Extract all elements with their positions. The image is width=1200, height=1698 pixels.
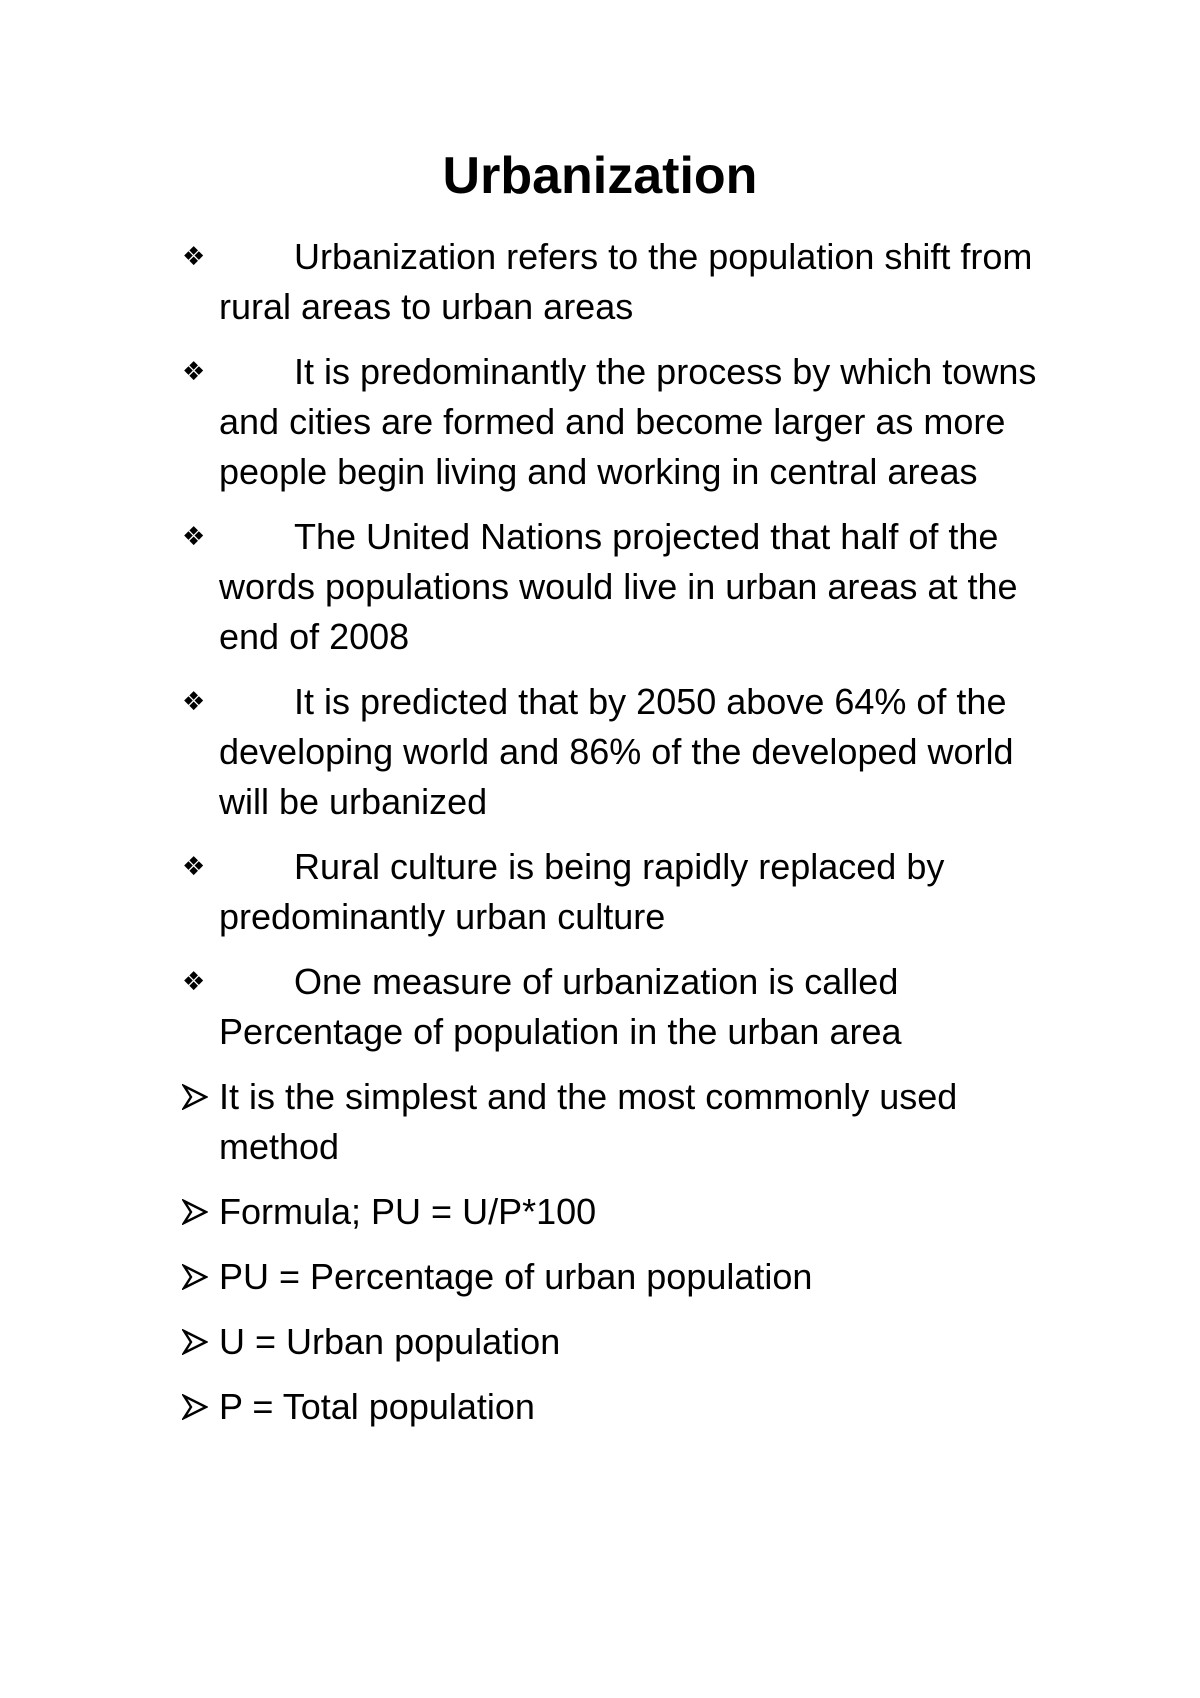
list-item-text: Formula; PU = U/P*100 xyxy=(219,1191,597,1232)
arrow-bullet-icon xyxy=(182,1317,216,1355)
list-item-text: It is predicted that by 2050 above 64% of the developing world and 86% of the developed world will be urbanized xyxy=(219,681,1014,822)
diamond-bullet-icon: ❖ xyxy=(182,967,206,997)
list-item xyxy=(182,1317,1062,1367)
diamond-bullet-icon: ❖ xyxy=(182,357,206,387)
list-item-text: Rural culture is being rapidly replaced by predominantly urban culture xyxy=(219,846,945,937)
list-item-text: It is the simplest and the most commonly used method xyxy=(219,1076,958,1167)
list-item xyxy=(182,677,1062,827)
list-item-text: One measure of urbanization is called Percentage of population in the urban area xyxy=(219,961,902,1052)
diamond-bullet-icon: ❖ xyxy=(182,852,206,882)
list-item-text: The United Nations projected that half of the words populations would live in urban areas at the end of 2008 xyxy=(219,516,1018,657)
list-item-text: PU = Percentage of urban population xyxy=(219,1256,813,1297)
list-item xyxy=(182,1187,1062,1237)
list-item-text: P = Total population xyxy=(219,1386,535,1427)
list-item xyxy=(182,512,1062,662)
list-item-text: U = Urban population xyxy=(219,1321,561,1362)
diamond-bullet-icon: ❖ xyxy=(182,522,206,552)
list-item-text: Urbanization refers to the population shift from rural areas to urban areas xyxy=(219,236,1033,327)
list-item xyxy=(182,1252,1062,1302)
arrow-bullet-icon xyxy=(182,1382,216,1420)
list-item xyxy=(182,1072,1062,1172)
list-item xyxy=(182,957,1062,1057)
page-title: Urbanization xyxy=(442,147,758,205)
arrow-bullet-icon xyxy=(182,1252,216,1290)
list-item-text: It is predominantly the process by which towns and cities are formed and become larger as more people begin living and working in central areas xyxy=(219,351,1037,492)
arrow-bullet-icon xyxy=(182,1072,216,1110)
list-item xyxy=(182,1382,1062,1432)
list-item xyxy=(182,842,1062,942)
diamond-bullet-icon: ❖ xyxy=(182,242,206,272)
list-item xyxy=(182,347,1062,497)
list-item xyxy=(182,232,1062,332)
bullet-list xyxy=(182,232,1062,1447)
diamond-bullet-icon: ❖ xyxy=(182,687,206,717)
arrow-bullet-icon xyxy=(182,1187,216,1225)
